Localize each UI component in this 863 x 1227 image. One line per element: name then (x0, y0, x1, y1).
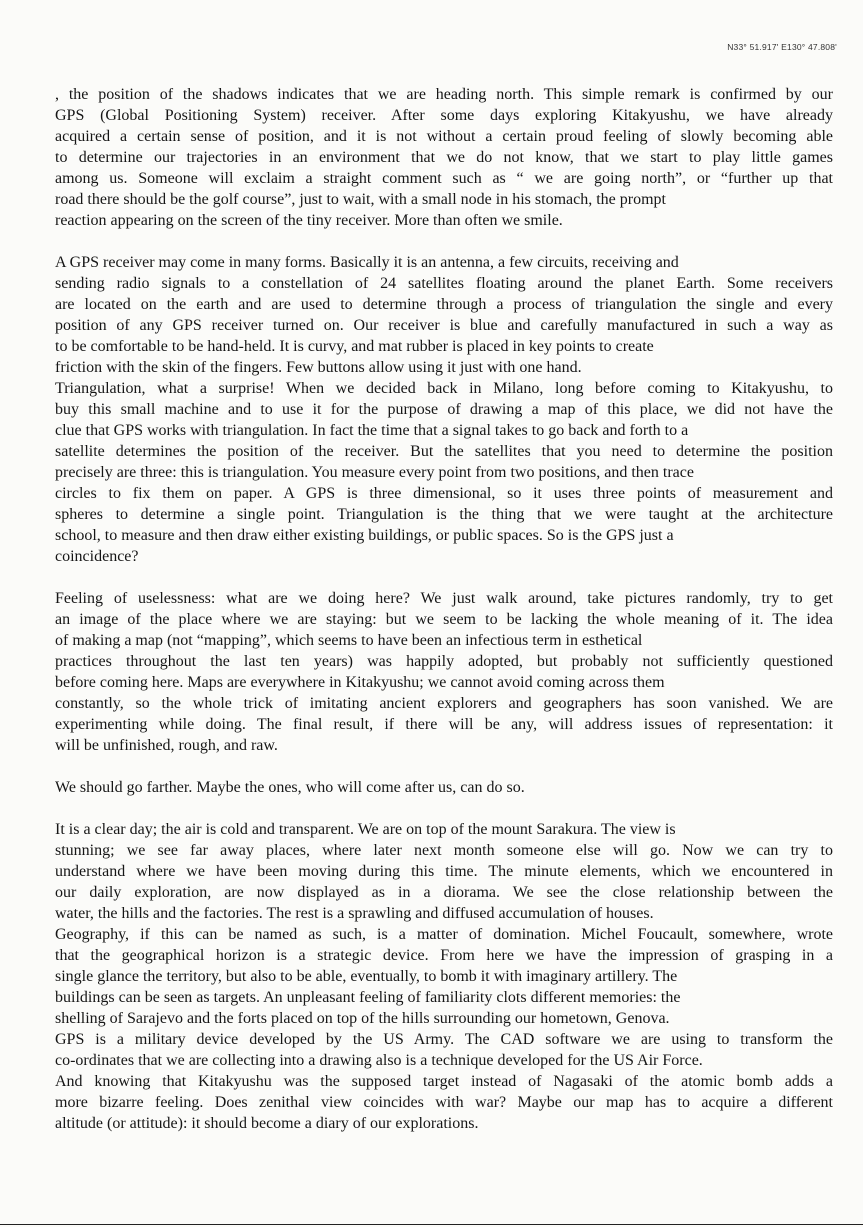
text-line: A GPS receiver may come in many forms. Basically it is an antenna, a few circuits, receiving and (55, 254, 679, 271)
text-line: Feeling of uselessness: what are we doing here? We just walk around, take pictures randomly, try to get (55, 590, 833, 607)
page-bottom-rule (0, 1224, 863, 1225)
text-line: It is a clear day; the air is cold and transparent. We are on top of the mount Sarakura. The view is (55, 821, 676, 838)
text-line: sending radio signals to a constellation of 24 satellites floating around the planet Earth. Some receivers (55, 275, 833, 292)
text-line: , the position of the shadows indicates that we are heading north. This simple remark is confirmed by our (55, 86, 833, 103)
paragraph (55, 777, 833, 798)
text-line: circles to fix them on paper. A GPS is three dimensional, so it uses three points of measurement and (55, 485, 833, 502)
text-line: spheres to determine a single point. Triangulation is the thing that we were taught at the architecture (55, 506, 833, 523)
text-line: Triangulation, what a surprise! When we decided back in Milano, long before coming to Kitakyushu, to (55, 380, 833, 397)
text-line: Geography, if this can be named as such, is a matter of domination. Michel Foucault, somewhere, wrote (55, 926, 833, 943)
text-line: coincidence? (55, 548, 139, 565)
text-line: precisely are three: this is triangulation. You measure every point from two positions, and then trace (55, 464, 694, 481)
text-line: GPS (Global Positioning System) receiver. After some days exploring Kitakyushu, we have already (55, 107, 833, 124)
text-line: before coming here. Maps are everywhere in Kitakyushu; we cannot avoid coming across them (55, 674, 665, 691)
text-line: to determine our trajectories in an environment that we do not know, that we start to play little games (55, 149, 833, 166)
paragraph (55, 252, 833, 567)
paragraph (55, 819, 833, 1134)
text-line: to be comfortable to be hand-held. It is curvy, and mat rubber is placed in key points to create (55, 338, 654, 355)
text-line: more bizarre feeling. Does zenithal view coincides with war? Maybe our map has to acquire a different (55, 1094, 833, 1111)
text-line: reaction appearing on the screen of the tiny receiver. More than often we smile. (55, 212, 563, 229)
text-line: of making a map (not “mapping”, which seems to have been an infectious term in esthetical (55, 632, 643, 649)
text-line: And knowing that Kitakyushu was the supposed target instead of Nagasaki of the atomic bomb adds a (55, 1073, 833, 1090)
gps-coordinates: N33° 51.917' E130° 47.808' (727, 42, 837, 52)
text-line: water, the hills and the factories. The rest is a sprawling and diffused accumulation of houses. (55, 905, 654, 922)
text-line: school, to measure and then draw either existing buildings, or public spaces. So is the GPS just a (55, 527, 674, 544)
text-line: shelling of Sarajevo and the forts placed on top of the hills surrounding our hometown, Genova. (55, 1010, 670, 1027)
paragraph (55, 84, 833, 231)
text-line: We should go farther. Maybe the ones, who will come after us, can do so. (55, 779, 525, 796)
text-line: position of any GPS receiver turned on. Our receiver is blue and carefully manufactured in such a way as (55, 317, 833, 334)
text-line: that the geographical horizon is a strategic device. From here we have the impression of grasping in a (55, 947, 833, 964)
text-line: friction with the skin of the fingers. Few buttons allow using it just with one hand. (55, 359, 582, 376)
text-line: experimenting while doing. The final result, if there will be any, will address issues of representation: it (55, 716, 833, 733)
text-line: clue that GPS works with triangulation. In fact the time that a signal takes to go back and forth to a (55, 422, 689, 439)
text-line: single glance the territory, but also to be able, eventually, to bomb it with imaginary artillery. The (55, 968, 678, 985)
text-line: road there should be the golf course”, just to wait, with a small node in his stomach, the prompt (55, 191, 666, 208)
text-line: altitude (or attitude): it should become a diary of our explorations. (55, 1115, 479, 1132)
text-line: GPS is a military device developed by the US Army. The CAD software we are using to transform the (55, 1031, 833, 1048)
text-line: an image of the place where we are staying: but we seem to be lacking the whole meaning of it. The idea (55, 611, 833, 628)
text-line: understand where we have been moving during this time. The minute elements, which we encountered in (55, 863, 833, 880)
text-line: constantly, so the whole trick of imitating ancient explorers and geographers has soon vanished. We are (55, 695, 833, 712)
text-line: stunning; we see far away places, where later next month someone else will go. Now we can try to (55, 842, 833, 859)
text-line: will be unfinished, rough, and raw. (55, 737, 278, 754)
text-line: co-ordinates that we are collecting into a drawing also is a technique developed for the US Air Force. (55, 1052, 703, 1069)
text-line: our daily exploration, are now displayed as in a diorama. We see the close relationship between the (55, 884, 833, 901)
text-line: buildings can be seen as targets. An unpleasant feeling of familiarity clots different memories: the (55, 989, 681, 1006)
text-line: acquired a certain sense of position, and it is not without a certain proud feeling of slowly becoming able (55, 128, 833, 145)
text-line: are located on the earth and are used to determine through a process of triangulation the single and every (55, 296, 833, 313)
text-line: among us. Someone will exclaim a straight comment such as “ we are going north”, or “further up that (55, 170, 833, 187)
text-line: satellite determines the position of the receiver. But the satellites that you need to determine the position (55, 443, 833, 460)
paragraph (55, 588, 833, 756)
body-text (55, 84, 833, 1134)
text-line: practices throughout the last ten years) was happily adopted, but probably not sufficiently questioned (55, 653, 833, 670)
text-line: buy this small machine and to use it for the purpose of drawing a map of this place, we did not have the (55, 401, 833, 418)
